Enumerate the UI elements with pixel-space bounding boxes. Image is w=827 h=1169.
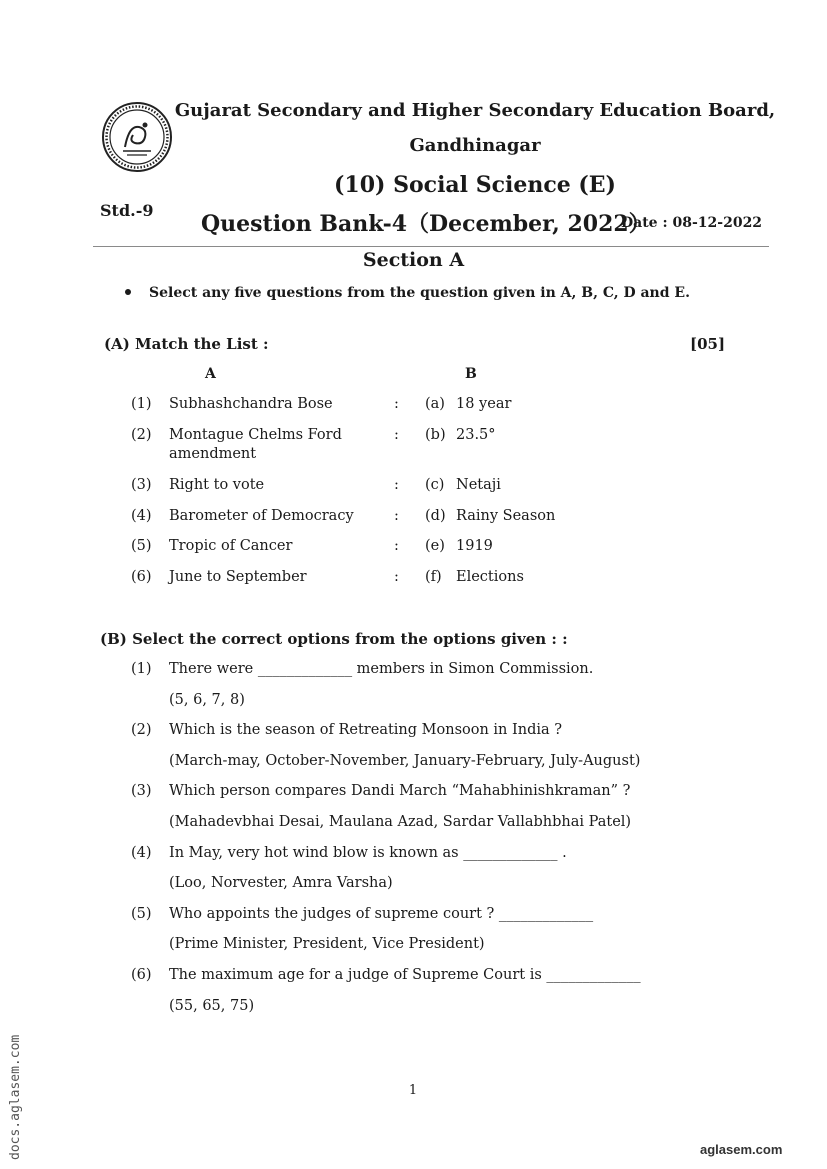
section-title: Section A bbox=[362, 249, 465, 271]
match-separator: : bbox=[394, 396, 399, 412]
match-letter: (b) bbox=[425, 427, 446, 443]
page-number: 1 bbox=[408, 1083, 418, 1098]
question-text: Which is the season of Retreating Monsoon in India ? bbox=[169, 722, 563, 738]
match-letter: (d) bbox=[425, 508, 446, 524]
match-item-b: Netaji bbox=[456, 477, 501, 493]
match-letter: (e) bbox=[425, 538, 445, 554]
exam-date: Date : 08-12-2022 bbox=[621, 215, 763, 231]
part-a-marks: [05] bbox=[690, 335, 726, 353]
question-number: (4) bbox=[131, 845, 152, 861]
side-watermark bbox=[8, 1000, 28, 1165]
match-row-num: (3) bbox=[131, 477, 152, 493]
column-b-header: B bbox=[465, 366, 477, 382]
question-number: (6) bbox=[131, 967, 152, 983]
question-text: Which person compares Dandi March “Mahabhinishkraman” ? bbox=[169, 783, 631, 799]
question-number: (1) bbox=[131, 661, 152, 677]
match-separator: : bbox=[394, 477, 399, 493]
footer-brand: aglasem.com bbox=[700, 1142, 783, 1157]
match-separator: : bbox=[394, 569, 399, 585]
match-item-a: Barometer of Democracy bbox=[169, 508, 354, 524]
match-item-a-cont: amendment bbox=[169, 446, 257, 462]
part-a-label: (A) Match the List : bbox=[104, 335, 269, 353]
question-bank-title: Question Bank-4（December, 2022） bbox=[201, 211, 651, 237]
question-text: There were _____________ members in Simon Commission. bbox=[169, 661, 594, 677]
question-options: (Prime Minister, President, Vice President) bbox=[169, 936, 485, 952]
match-item-a: Right to vote bbox=[169, 477, 265, 493]
match-letter: (c) bbox=[425, 477, 445, 493]
match-row-num: (2) bbox=[131, 427, 152, 443]
header-divider bbox=[93, 246, 769, 247]
match-letter: (f) bbox=[425, 569, 442, 585]
match-separator: : bbox=[394, 508, 399, 524]
watermark-text: docs.aglasem.com bbox=[8, 1034, 23, 1160]
part-b-label: (B) Select the correct options from the options given : : bbox=[100, 630, 568, 648]
match-item-b: 1919 bbox=[456, 538, 493, 554]
question-number: (5) bbox=[131, 906, 152, 922]
board-seal-logo bbox=[101, 101, 173, 173]
question-options: (Mahadevbhai Desai, Maulana Azad, Sardar Vallabhbhai Patel) bbox=[169, 814, 632, 830]
match-item-a: Subhashchandra Bose bbox=[169, 396, 333, 412]
question-number: (3) bbox=[131, 783, 152, 799]
match-separator: : bbox=[394, 427, 399, 443]
standard-label: Std.-9 bbox=[100, 201, 154, 220]
question-options: (Loo, Norvester, Amra Varsha) bbox=[169, 875, 393, 891]
match-item-a: Tropic of Cancer bbox=[169, 538, 293, 554]
board-name-line1: Gujarat Secondary and Higher Secondary Education Board, bbox=[174, 100, 776, 121]
question-number: (2) bbox=[131, 722, 152, 738]
question-options: (5, 6, 7, 8) bbox=[169, 692, 245, 708]
question-options: (March-may, October-November, January-February, July-August) bbox=[169, 753, 641, 769]
match-row-num: (4) bbox=[131, 508, 152, 524]
match-item-a: June to September bbox=[169, 569, 307, 585]
match-item-b: Elections bbox=[456, 569, 524, 585]
column-a-header: A bbox=[205, 366, 216, 382]
match-item-a: Montague Chelms Ford bbox=[169, 427, 342, 443]
question-options: (55, 65, 75) bbox=[169, 998, 255, 1014]
instruction-text: Select any five questions from the question given in A, B, C, D and E. bbox=[149, 285, 690, 301]
match-item-b: Rainy Season bbox=[456, 508, 556, 524]
match-row-num: (5) bbox=[131, 538, 152, 554]
match-item-b: 23.5° bbox=[456, 427, 496, 443]
bullet-icon bbox=[125, 289, 131, 295]
match-row-num: (1) bbox=[131, 396, 152, 412]
subject-title: (10) Social Science (E) bbox=[334, 172, 616, 198]
match-letter: (a) bbox=[425, 396, 445, 412]
match-separator: : bbox=[394, 538, 399, 554]
match-item-b: 18 year bbox=[456, 396, 512, 412]
question-text: In May, very hot wind blow is known as _____________ . bbox=[169, 845, 567, 861]
question-text: The maximum age for a judge of Supreme Court is _____________ bbox=[169, 967, 641, 983]
board-name-line2: Gandhinagar bbox=[409, 135, 541, 156]
match-row-num: (6) bbox=[131, 569, 152, 585]
question-text: Who appoints the judges of supreme court ? _____________ bbox=[169, 906, 594, 922]
